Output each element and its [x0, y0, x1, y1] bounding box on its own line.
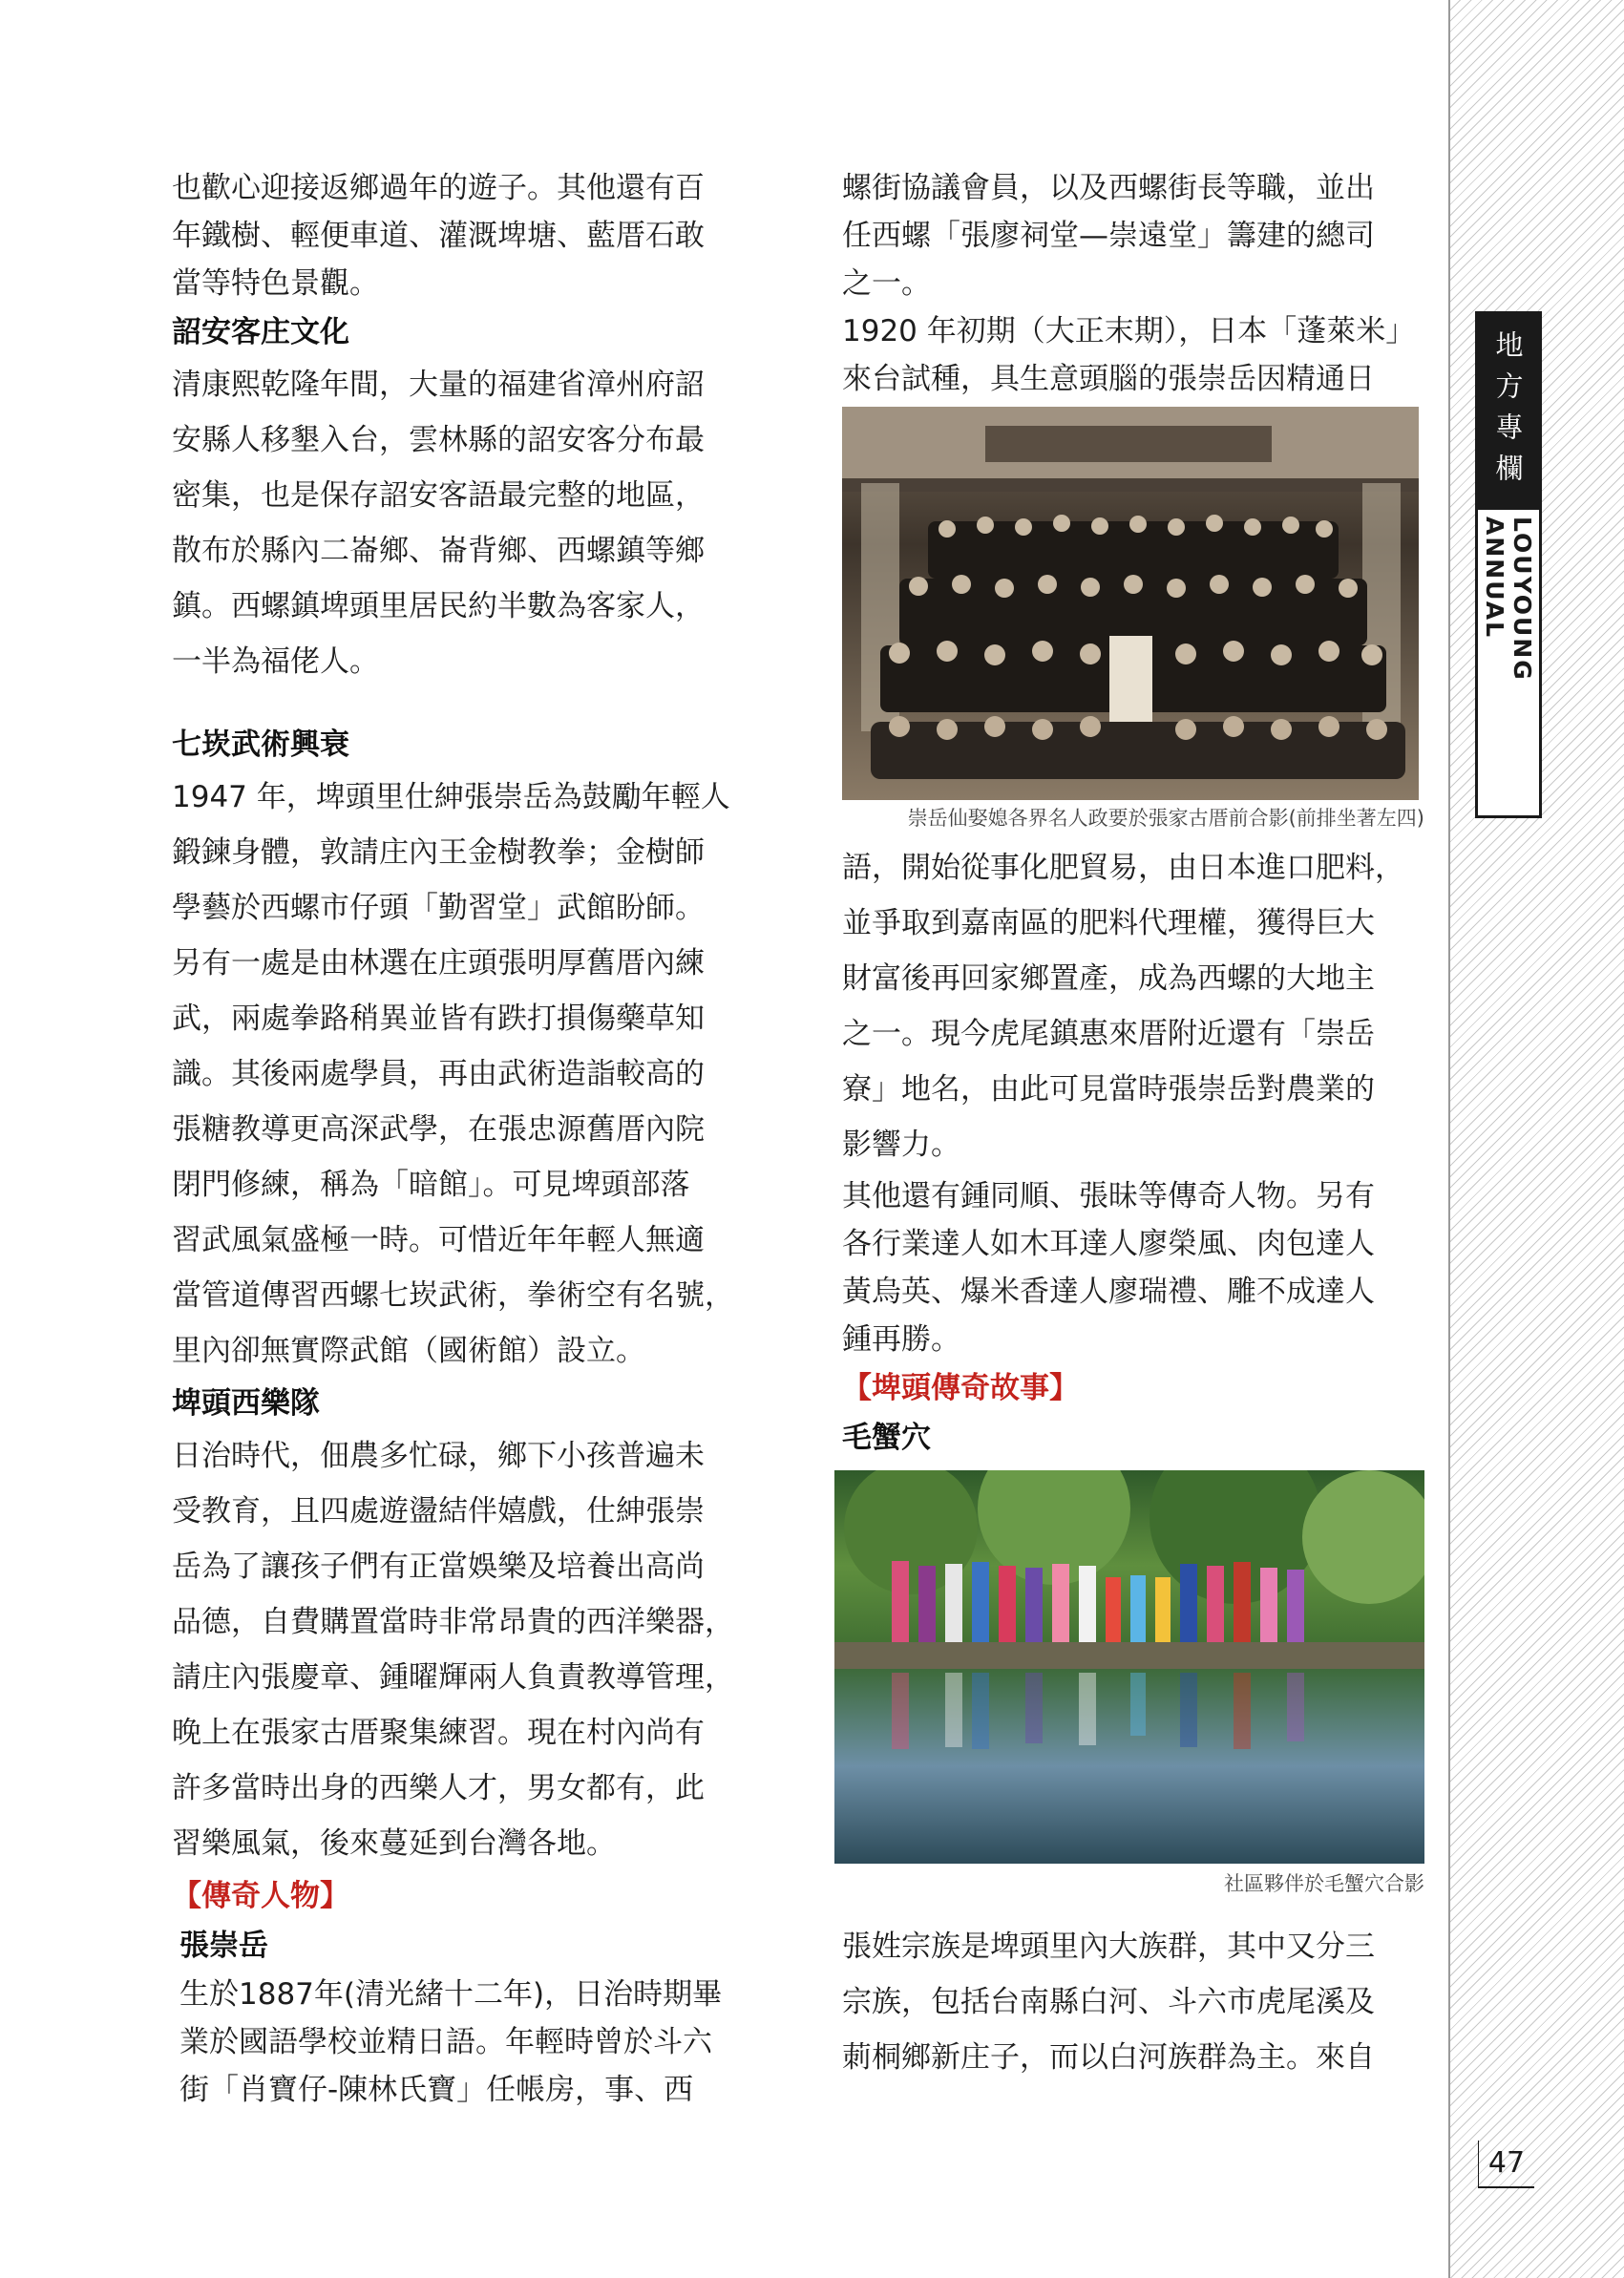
paragraph-zhang-clan: 張姓宗族是埤頭里內大族群，其中又分三 宗族，包括台南縣白河、斗六市虎尾溪及 莿桐鄉新庄子，而以白河族群為主。來自	[842, 1930, 1375, 2075]
heading-western-band: 埤頭西樂隊	[172, 1386, 320, 1421]
paragraph-fertilizer: 語，開始從事化肥貿易，由日本進口肥料， 並爭取到嘉南區的肥料代理權，獲得巨大 財富後再回家鄉置產，成為西螺的大地主 之一。現今虎尾鎮惠來厝附近還有「崇岳 寮」地名，由此可見當時張崇岳對農業的 影響力。	[842, 851, 1404, 1162]
paragraph-continued: 螺街協議會員，以及西螺街長等職，並出 任西螺「張廖祠堂—崇遠堂」籌建的總司 之一。	[842, 171, 1375, 301]
page-number: 47	[1478, 2141, 1534, 2188]
right-column	[842, 164, 1424, 2085]
heading-zhaoan-culture: 詔安客庄文化	[172, 315, 349, 349]
heading-qikan-martial-arts: 七崁武術興衰	[172, 728, 349, 762]
photo1-caption: 崇岳仙娶媳各界名人政要於張家古厝前合影(前排坐著左四)	[907, 807, 1424, 830]
section-tab	[1475, 311, 1542, 818]
paragraph-penglai-rice: 1920 年初期（大正末期），日本「蓬萊米」 來台試種，具生意頭腦的張崇岳因精通日	[842, 314, 1416, 396]
pond-group-photo	[834, 1470, 1424, 1864]
paragraph-intro: 也歡心迎接返鄉過年的遊子。其他還有百 年鐵樹、輕便車道、灌溉埤塘、藍厝石敢 當等特色景觀。	[172, 171, 705, 301]
heading-legend-stories: 【埤頭傳奇故事】	[842, 1371, 1079, 1405]
paragraph-band: 日治時代，佃農多忙碌，鄉下小孩普遍未 受教育，且四處遊盪結伴嬉戲，仕紳張崇 岳為了讓孩子們有正當娛樂及培養出高尚 品德，自費購置當時非常昂貴的西洋樂器， 請庄內張慶章、鍾曜輝兩人負責教導管理， 晚上在張家古厝聚集練習。現在村內尚有 許多當時出身的西樂人才，男女都有，此 習樂風氣，後來蔓延到台灣各地。	[172, 1439, 734, 1861]
left-column	[172, 164, 764, 2114]
publication-block	[1478, 517, 1539, 812]
column-name-block	[1478, 314, 1539, 510]
paragraph-qikan: 1947 年，埤頭里仕紳張崇岳為鼓勵年輕人 鍛鍊身體，敦請庄內王金樹教拳；金樹師 學藝於西螺市仔頭「勤習堂」武館盼師。 另有一處是由林選在庄頭張明厚舊厝內練 武，兩處拳路稍異並皆有跌打損傷藥草知 識。其後兩處學員，再由武術造詣較高的 張糖教導更高深武學，在張忠源舊厝內院 閉門修練，稱為「暗館」。可見埤頭部落 習武風氣盛極一時。可惜近年年輕人無適 當管道傳習西螺七崁武術，拳術空有名號， 里內卻無實際武館（國術館）設立。	[172, 780, 734, 1368]
paragraph-zhaoan: 清康熙乾隆年間，大量的福建省漳州府詔 安縣人移墾入台，雲林縣的詔安客分布最 密集，也是保存詔安客語最完整的地區， 散布於縣內二崙鄉、崙背鄉、西螺鎮等鄉 鎮。西螺鎮埤頭里居民約半數為客家人， 一半為福佬人。	[172, 368, 705, 679]
heading-legend-people: 【傳奇人物】	[172, 1879, 349, 1913]
heading-zhang-chongyue: 張崇岳	[179, 1929, 268, 1963]
photo2-caption: 社區夥伴於毛蟹穴合影	[1224, 1872, 1424, 1895]
paragraph-zhang: 生於1887年(清光緒十二年)，日治時期畢 業於國語學校並精日語。年輕時曾於斗六 街「肖寶仔-陳林氏寶」任帳房，事、西	[179, 1977, 723, 2107]
publication-name: LOUYOUNG ANNUAL	[1481, 517, 1536, 682]
paragraph-other-legends: 其他還有鍾同順、張昧等傳奇人物。另有 各行業達人如木耳達人廖榮風、肉包達人 黃烏英、爆米香達人廖瑞禮、雕不成達人 鍾再勝。	[842, 1179, 1375, 1357]
column-name: 地方專欄	[1491, 329, 1525, 495]
wedding-group-photo	[842, 407, 1419, 800]
heading-maoxie-cave: 毛蟹穴	[842, 1421, 931, 1455]
